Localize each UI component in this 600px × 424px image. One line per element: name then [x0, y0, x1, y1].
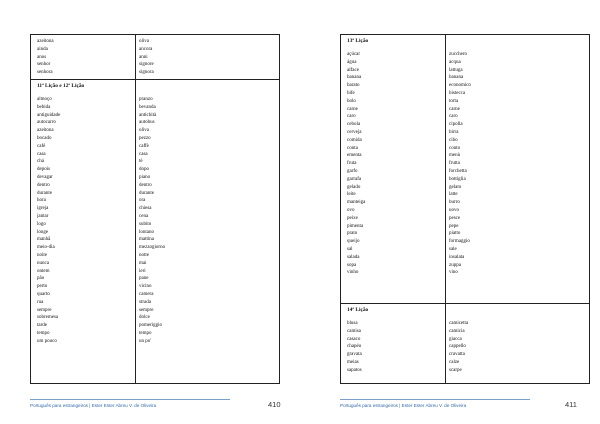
portuguese-term: fruta: [347, 161, 357, 167]
italian-term: un po': [139, 338, 152, 344]
vocab-row: [31, 174, 279, 182]
italian-term: giacca: [449, 336, 462, 342]
vocab-row: [31, 38, 279, 46]
italian-term: caro: [449, 114, 458, 120]
portuguese-term: jantar: [37, 213, 49, 219]
vocab-row: [341, 336, 589, 344]
vocab-row: [341, 168, 589, 176]
vocab-row: [31, 127, 279, 135]
italian-term: forchetta: [449, 168, 467, 174]
portuguese-term: hora: [37, 198, 46, 204]
portuguese-term: água: [347, 59, 357, 65]
italian-term: pomeriggio: [139, 323, 163, 329]
italian-term: vino: [449, 270, 458, 276]
italian-term: zucchero: [449, 52, 468, 57]
portuguese-term: manhã: [37, 237, 51, 243]
vocab-row: [31, 69, 279, 77]
italian-term: signora: [139, 70, 154, 76]
vocab-row: [31, 166, 279, 174]
vocab-row: [31, 275, 279, 283]
portuguese-term: durante: [37, 190, 52, 196]
footer-rule: [30, 399, 230, 400]
vocab-row: [31, 135, 279, 143]
vocab-row: [31, 338, 279, 346]
italian-term: antichità: [139, 112, 157, 118]
vocab-table-right: [340, 34, 590, 384]
vocab-row: [341, 74, 589, 82]
portuguese-term: bolo: [347, 98, 356, 104]
portuguese-term: igreja: [37, 206, 49, 212]
vocab-row: [341, 320, 589, 328]
portuguese-term: ontem: [37, 268, 50, 274]
vocab-row: [31, 151, 279, 159]
italian-term: gelato: [449, 184, 462, 190]
italian-term: bottiglia: [449, 176, 466, 182]
portuguese-term: senhor: [37, 62, 51, 68]
portuguese-term: cerveja: [347, 129, 362, 135]
italian-term: oliva: [139, 39, 149, 44]
portuguese-term: meias: [347, 359, 359, 365]
italian-term: cappello: [449, 344, 466, 350]
vocab-row: [341, 59, 589, 67]
portuguese-term: café: [37, 143, 46, 149]
portuguese-term: blusa: [347, 321, 358, 326]
vocab-row: [31, 291, 279, 299]
vocab-row: [31, 299, 279, 307]
italian-term: mattina: [139, 237, 154, 243]
italian-term: signore: [139, 62, 154, 68]
portuguese-term: perto: [37, 284, 48, 290]
italian-term: pesce: [449, 215, 461, 221]
vocab-row: [31, 213, 279, 221]
vocab-row: [341, 223, 589, 231]
section-title: 13ª Lição: [347, 38, 369, 44]
vocab-row: [31, 221, 279, 229]
portuguese-term: um pouco: [37, 338, 57, 344]
portuguese-term: devagar: [37, 174, 53, 180]
portuguese-term: bebida: [37, 104, 51, 110]
table-section-lesson-11-12: [31, 79, 279, 346]
portuguese-term: casaco: [347, 336, 361, 342]
vocab-row: [31, 307, 279, 315]
italian-term: pane: [139, 276, 149, 282]
portuguese-term: bocado: [37, 135, 52, 141]
portuguese-term: logo: [37, 221, 46, 227]
italian-term: torta: [449, 98, 459, 104]
portuguese-term: antiguidade: [37, 112, 61, 118]
vocab-row: [341, 328, 589, 336]
vocab-row: [31, 268, 279, 276]
vocab-row: [31, 119, 279, 127]
vocab-row: [341, 254, 589, 262]
italian-term: notte: [139, 252, 149, 258]
italian-term: pranzo: [139, 97, 153, 102]
portuguese-term: garrafa: [347, 176, 362, 182]
italian-term: mezzogiorno: [139, 245, 166, 251]
vocab-row: [31, 330, 279, 338]
portuguese-term: açúcar: [347, 52, 361, 57]
vocab-row: [31, 54, 279, 62]
portuguese-term: peixe: [347, 215, 358, 221]
portuguese-term: sempre: [37, 307, 52, 313]
table-section-intro: [31, 38, 279, 77]
portuguese-term: anos: [37, 54, 47, 60]
vocab-row: [341, 51, 589, 59]
vocab-row: [31, 314, 279, 322]
vocab-row: [341, 106, 589, 114]
portuguese-term: ementa: [347, 153, 362, 159]
italian-term: banana: [449, 75, 464, 81]
vocab-row: [341, 129, 589, 137]
vocab-row: [341, 359, 589, 367]
italian-term: economico: [449, 83, 471, 89]
vocab-row: [341, 176, 589, 184]
vocab-row: [341, 230, 589, 238]
portuguese-term: sobremesa: [37, 315, 59, 321]
italian-term: vicino: [139, 284, 152, 290]
italian-term: pezzo: [139, 135, 151, 141]
section-title: 11ª Lição e 12ª Lição: [37, 83, 85, 89]
vocab-row: [31, 46, 279, 54]
italian-term: cibo: [449, 137, 458, 143]
italian-term: piatto: [449, 231, 461, 237]
portuguese-term: cebola: [347, 122, 361, 128]
portuguese-term: noite: [37, 252, 47, 258]
italian-term: calze: [449, 359, 460, 365]
italian-term: birra: [449, 129, 459, 135]
vocab-row: [341, 121, 589, 129]
portuguese-term: sapatos: [347, 367, 362, 373]
vocab-row: [341, 207, 589, 215]
portuguese-term: manteiga: [347, 200, 366, 206]
italian-term: cena: [139, 213, 149, 219]
italian-term: anni: [139, 54, 148, 60]
portuguese-term: comida: [347, 137, 362, 143]
italian-term: conto: [449, 145, 461, 151]
italian-term: casa: [139, 151, 148, 157]
vocab-row: [341, 184, 589, 192]
footer-rule: [340, 399, 530, 400]
italian-term: ancora: [139, 46, 153, 52]
italian-term: pepe: [449, 223, 459, 229]
italian-term: dopo: [139, 167, 149, 173]
vocab-row: [341, 98, 589, 106]
vocab-row: [341, 152, 589, 160]
portuguese-term: dentro: [37, 182, 50, 188]
portuguese-term: meio-dia: [37, 245, 55, 251]
vocab-row: [341, 137, 589, 145]
portuguese-term: salada: [347, 254, 360, 260]
portuguese-term: conta: [347, 145, 358, 151]
portuguese-term: queijo: [347, 239, 360, 245]
portuguese-term: gelado: [347, 184, 361, 190]
portuguese-term: tarde: [37, 323, 47, 329]
vocab-row: [31, 96, 279, 104]
portuguese-term: prato: [347, 231, 358, 237]
italian-term: ora: [139, 198, 146, 204]
italian-term: mai: [139, 260, 147, 266]
portuguese-term: pimenta: [347, 223, 364, 229]
portuguese-term: chapéu: [347, 344, 362, 350]
italian-term: cravatta: [449, 352, 465, 358]
vocab-row: [341, 269, 589, 277]
italian-term: latte: [449, 192, 458, 198]
italian-term: cipolla: [449, 122, 463, 128]
portuguese-term: banana: [347, 75, 362, 81]
vocab-row: [31, 182, 279, 190]
vocab-row: [341, 191, 589, 199]
italian-term: bistecca: [449, 90, 466, 96]
vocab-row: [31, 229, 279, 237]
portuguese-term: camisa: [347, 328, 361, 334]
portuguese-term: longe: [37, 229, 49, 235]
italian-term: zuppa: [449, 262, 461, 268]
portuguese-term: barato: [347, 83, 360, 89]
vocab-row: [341, 67, 589, 75]
portuguese-term: leite: [347, 192, 356, 198]
portuguese-term: vinho: [347, 270, 359, 276]
vocab-table-left: [30, 34, 280, 384]
italian-term: sale: [449, 246, 457, 252]
italian-term: autobus: [139, 120, 155, 126]
vocab-row: [31, 158, 279, 166]
italian-term: menù: [449, 153, 461, 159]
portuguese-term: sal: [347, 246, 353, 252]
italian-term: frutta: [449, 161, 460, 167]
vocab-row: [341, 215, 589, 223]
italian-term: camicetta: [449, 321, 469, 326]
portuguese-term: caro: [347, 114, 356, 120]
portuguese-term: quarto: [37, 291, 50, 297]
italian-term: formaggio: [449, 239, 470, 245]
italian-term: camicia: [449, 328, 465, 334]
vocab-row: [341, 343, 589, 351]
portuguese-term: senhora: [37, 70, 53, 76]
portuguese-term: pão: [37, 276, 45, 282]
portuguese-term: carne: [347, 106, 358, 112]
vocab-row: [31, 205, 279, 213]
vocab-row: [31, 283, 279, 291]
portuguese-term: bife: [347, 90, 355, 96]
vocab-row: [341, 238, 589, 246]
vocab-row: [341, 145, 589, 153]
vocab-row: [341, 82, 589, 90]
vocab-row: [341, 262, 589, 270]
vocab-row: [341, 113, 589, 121]
portuguese-term: azeitona: [37, 39, 54, 44]
portuguese-term: ainda: [37, 46, 48, 52]
italian-term: bevanda: [139, 104, 156, 110]
vocab-row: [31, 143, 279, 151]
italian-term: strada: [139, 299, 151, 305]
italian-term: chiesa: [139, 206, 152, 212]
portuguese-term: nunca: [37, 260, 49, 266]
italian-term: uovo: [449, 207, 459, 213]
table-section-lesson-13: [341, 35, 589, 277]
portuguese-term: garfo: [347, 168, 358, 174]
vocab-row: [341, 199, 589, 207]
portuguese-term: rua: [37, 299, 44, 305]
italian-term: caffè: [139, 143, 149, 149]
portuguese-term: gravata: [347, 352, 362, 358]
italian-term: dentro: [139, 182, 152, 188]
italian-term: burro: [449, 200, 460, 206]
portuguese-term: alface: [347, 67, 359, 73]
vocab-row: [31, 260, 279, 268]
portuguese-term: ovo: [347, 207, 355, 213]
italian-term: sempre: [139, 307, 154, 313]
footer-text: Português para estrangeiros | Ester Ester Abreu V. de Oliveira: [340, 403, 467, 408]
italian-term: camera: [139, 291, 154, 297]
vocab-row: [341, 351, 589, 359]
section-title: 14ª Lição: [347, 307, 369, 313]
vocab-row: [31, 112, 279, 120]
vocab-row: [31, 104, 279, 112]
portuguese-term: tempo: [37, 330, 50, 336]
portuguese-term: depois: [37, 167, 51, 173]
portuguese-term: autocarro: [37, 120, 56, 126]
italian-term: lattuga: [449, 67, 463, 73]
vocab-row: [31, 61, 279, 69]
italian-term: tè: [139, 159, 143, 165]
page-number: 410: [268, 400, 281, 409]
italian-term: durante: [139, 190, 154, 196]
portuguese-term: azeitona: [37, 128, 54, 134]
vocab-row: [31, 190, 279, 198]
portuguese-term: casa: [37, 151, 46, 157]
table-section-lesson-14: [341, 303, 589, 375]
portuguese-term: sopa: [347, 262, 357, 268]
italian-term: piano: [139, 174, 151, 180]
italian-term: lontano: [139, 229, 154, 235]
vocab-row: [341, 90, 589, 98]
italian-term: ieri: [139, 268, 146, 274]
vocab-row: [31, 197, 279, 205]
italian-term: tempo: [139, 330, 152, 336]
vocab-row: [31, 244, 279, 252]
italian-term: insalata: [449, 254, 465, 260]
italian-term: carne: [449, 106, 460, 112]
right-page: [300, 0, 600, 424]
italian-term: subito: [139, 221, 152, 227]
page-number: 411: [565, 400, 577, 409]
footer-text: Português para estrangeiros | Ester Ester Abreu V. de Oliveira: [30, 403, 157, 408]
vocab-row: [31, 236, 279, 244]
portuguese-term: almoço: [37, 97, 52, 102]
vocab-row: [341, 160, 589, 168]
vocab-row: [341, 367, 589, 375]
vocab-row: [31, 322, 279, 330]
portuguese-term: chá: [37, 159, 44, 165]
italian-term: scarpe: [449, 367, 462, 373]
italian-term: oliva: [139, 128, 149, 134]
italian-term: dolce: [139, 315, 150, 321]
vocab-row: [31, 252, 279, 260]
vocab-row: [341, 246, 589, 254]
italian-term: acqua: [449, 59, 461, 65]
